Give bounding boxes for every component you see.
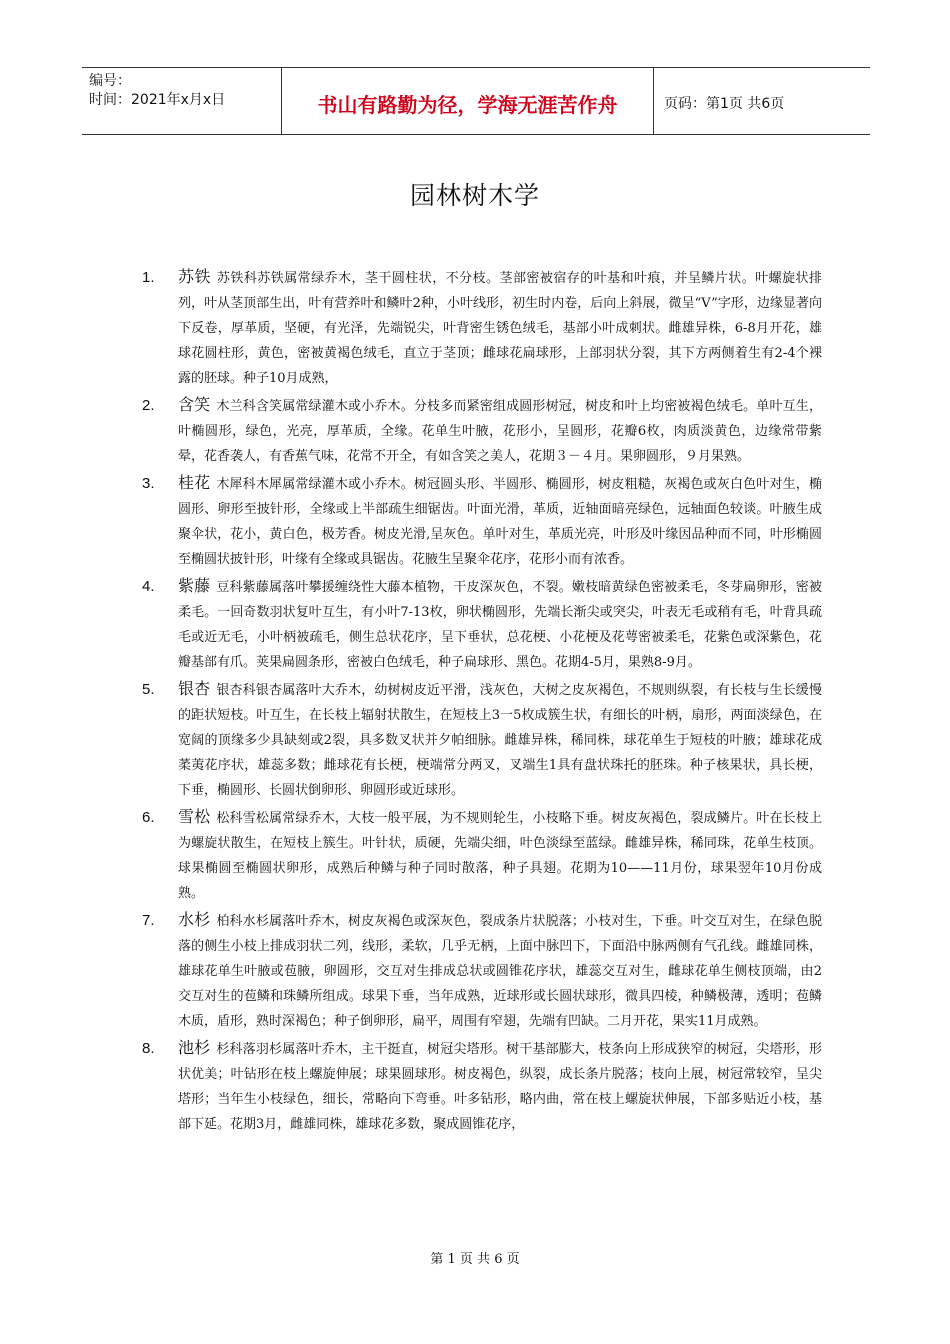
- document-number-label: 编号：: [89, 73, 131, 89]
- header-meta: [82, 68, 282, 134]
- entry-text: 木犀科木犀属常绿灌木或小乔木。树冠圆头形、半圆形、椭圆形，树皮粗糙，灰褐色或灰白色叶对生，椭圆形、卵形至披针形，全缘或上半部疏生细锯齿。叶面光滑，革质，近轴面暗亮绿色，远轴面色较谈。叶腋生成聚伞状，花小，黄白色，极芳香。树皮光滑,呈灰色。单叶对生，革质光亮，叶形及叶缘因品种而不同，叶形椭圆至椭圆状披针形，叶缘有全缘或具锯齿。花腋生呈聚伞花序，花形小而有浓香。: [178, 477, 822, 567]
- entry-name: 池杉: [178, 1038, 211, 1057]
- list-item: [142, 392, 822, 469]
- page-title: 园林树木学: [409, 181, 540, 210]
- entry-name: 含笑: [178, 395, 211, 414]
- entry-text: 豆科紫藤属落叶攀援缠绕性大藤本植物，干皮深灰色，不裂。嫩枝暗黄绿色密被柔毛，冬芽扁卵形，密被柔毛。一回奇数羽状复叶互生，有小叶7-13枚，卵状椭圆形，先端长渐尖或突尖，叶表无毛或稍有毛，叶背具疏毛或近无毛，小叶柄被疏毛，侧生总状花序，呈下垂状，总花梗、小花梗及花萼密被柔毛，花紫色或深紫色，花瓣基部有爪。荚果扁圆条形，密被白色绒毛，种子扁球形、黑色。花期4-5月，果熟8-9月。: [178, 580, 822, 670]
- entry-name: 银杏: [178, 679, 211, 698]
- document-time-label: 时间：2021年x月x日: [89, 92, 226, 108]
- list-item: [142, 264, 822, 391]
- tree-entry-list: [142, 264, 822, 1138]
- entry-text: 银杏科银杏属落叶大乔木，幼树树皮近平滑，浅灰色，大树之皮灰褐色，不规则纵裂，有长枝与生长缓慢的距状短枝。叶互生，在长枝上辐射状散生，在短枝上3一5枚成簇生状，有细长的叶柄，扇形，两面淡绿色，在宽阔的顶缘多少具缺刻或2裂，具多数叉状并夕帕细脉。雌雄异株，稀同株，球花单生于短枝的叶腋；雄球花成葇荑花序状，雄蕊多数；雌球花有长梗，梗端常分两叉，叉端生1具有盘状珠托的胚珠。种子核果状，具长梗，下垂，椭圆形、长圆状倒卵形、卵圆形或近球形。: [178, 683, 822, 798]
- entry-number: 6.: [142, 809, 155, 826]
- entry-text: 松科雪松属常绿乔木，大枝一般平展，为不规则轮生，小枝略下垂。树皮灰褐色，裂成鳞片。叶在长枝上为螺旋状散生，在短枝上簇生。叶针状，质硬，先端尖细，叶色淡绿至蓝绿。雌雄异株，稀同珠，花单生枝顶。球果椭圆至椭圆状卵形，成熟后种鳞与种子同时散落，种子具翅。花期为10——11月份，球果翌年10月份成熟。: [178, 811, 822, 901]
- entry-number: 5.: [142, 681, 155, 698]
- entry-name: 苏铁: [178, 267, 211, 286]
- header-page-info: 页码：第1页 共6页: [664, 96, 785, 112]
- list-item: [142, 907, 822, 1034]
- entry-text: 苏铁科苏铁属常绿乔木，茎干圆柱状，不分枝。茎部密被宿存的叶基和叶痕，并呈鳞片状。叶螺旋状排列，叶从茎顶部生出，叶有营养叶和鳞叶2种，小叶线形，初生时内卷，后向上斜展，微呈“V”字形，边缘显著向下反卷，厚革质，坚硬，有光泽，先端锐尖，叶背密生锈色绒毛，基部小叶成刺状。雌雄异株，6-8月开花，雄球花圆柱形，黄色，密被黄褐色绒毛，直立于茎顶；雌球花扁球形，上部羽状分裂，其下方两侧着生有2-4个裸露的胚球。种子10月成熟，: [178, 271, 822, 386]
- entry-name: 桂花: [178, 473, 211, 492]
- entry-text: 柏科水杉属落叶乔木，树皮灰褐色或深灰色，裂成条片状脱落；小枝对生，下垂。叶交互对生，在绿色脱落的侧生小枝上排成羽状二列，线形，柔软，几乎无柄，上面中脉凹下，下面沿中脉两侧有气孔线。雌雄同株，雄球花单生叶腋或苞腋，卵圆形，交互对生排成总状或圆锥花序状，雄蕊交互对生，雌球花单生侧枝顶端，由2交互对生的苞鳞和珠鳞所组成。球果下垂，当年成熟，近球形或长圆状球形，微具四棱，种鳞极薄，透明；苞鳞木质，盾形，熟时深褐色；种子倒卵形，扁平，周围有窄翅，先端有凹缺。二月开花，果实11月成熟。: [178, 914, 822, 1029]
- entry-number: 2.: [142, 397, 155, 414]
- entry-number: 7.: [142, 912, 155, 929]
- entry-text: 杉科落羽杉属落叶乔木，主干挺直，树冠尖塔形。树干基部膨大，枝条向上形成狭窄的树冠，尖塔形，形状优美；叶钻形在枝上螺旋伸展；球果圆球形。树皮褐色，纵裂，成长条片脱落；枝向上展，树冠常较窄，呈尖塔形；当年生小枝绿色，细长，常略向下弯垂。叶多钻形，略内曲，常在枝上螺旋状伸展，下部多贴近小枝，基部下延。花期3月，雌雄同株，雄球花多数，聚成圆锥花序，: [178, 1042, 822, 1132]
- entry-number: 8.: [142, 1040, 155, 1057]
- list-item: [142, 470, 822, 572]
- entry-name: 水杉: [178, 910, 211, 929]
- page-header: [82, 67, 870, 135]
- list-item: [142, 1035, 822, 1137]
- list-item: [142, 676, 822, 803]
- list-item: [142, 573, 822, 675]
- entry-number: 3.: [142, 475, 155, 492]
- entry-name: 雪松: [178, 807, 211, 826]
- entry-number: 1.: [142, 269, 155, 286]
- list-item: [142, 804, 822, 906]
- entry-number: 4.: [142, 578, 155, 595]
- header-motto: 书山有路勤为径，学海无涯苦作舟: [282, 68, 654, 134]
- entry-text: 木兰科含笑属常绿灌木或小乔木。分枝多而紧密组成圆形树冠，树皮和叶上均密被褐色绒毛。单叶互生，叶椭圆形，绿色，光亮，厚革质，全缘。花单生叶腋，花形小，呈圆形，花瓣6枚，肉质淡黄色，边缘常带紫晕，花香袭人，有香蕉气味，花常不开全，有如含笑之美人，花期３－４月。果卵圆形，９月果熟。: [178, 399, 822, 464]
- entry-name: 紫藤: [178, 576, 211, 595]
- page-footer: 第 1 页 共 6 页: [430, 1252, 520, 1267]
